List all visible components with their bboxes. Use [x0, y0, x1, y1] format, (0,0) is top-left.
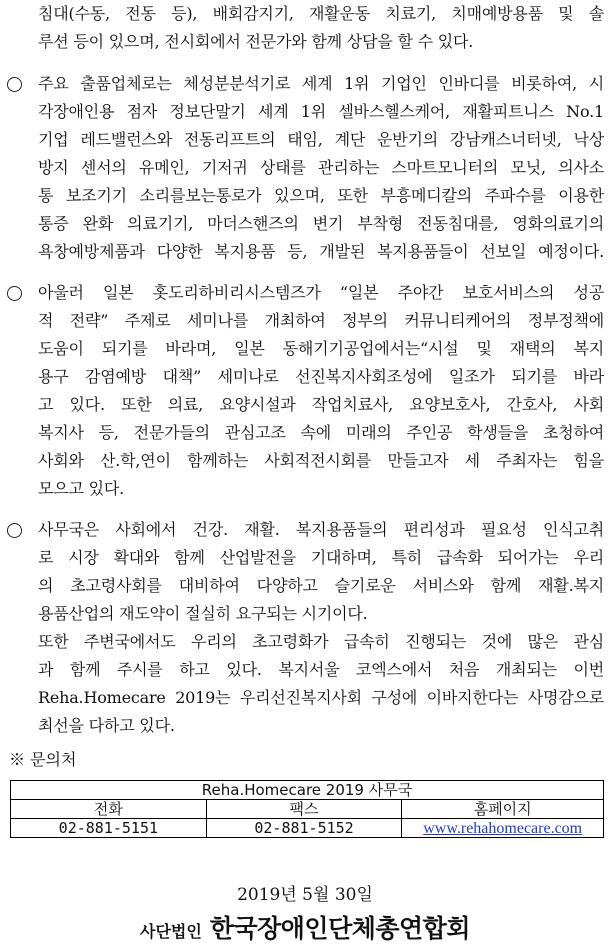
para3-line-1: 사무국은 사회에서 건강. 재활. 복지용품들의 편리성과 필요성 인식고취	[38, 520, 604, 539]
contact-office: Reha.Homecare 2019 사무국	[11, 781, 604, 800]
para1-line-4: 방지 센서의 유메인, 기저귀 상태를 관리하는 스마트모니터의 모닛, 의사소	[38, 158, 604, 177]
org-name: 한국장애인단체총연합회	[209, 914, 470, 943]
para3-line-2: 로 시장 확대와 함께 산업발전을 기대하며, 특히 급속화 되어가는 우리	[38, 548, 604, 567]
bullet-circle-icon	[7, 523, 22, 538]
contact-label: ※ 문의처	[9, 750, 77, 769]
bullet-circle-icon	[7, 77, 22, 92]
intro-line-2: 루션 등이 있으며, 전시회에서 전문가와 함께 상담을 할 수 있다.	[38, 32, 474, 51]
para2-line-1: 아울러 일본 홋도리하비리시스템즈가 “일본 주야간 보호서비스의 성공	[38, 283, 604, 302]
para3-line-3: 의 초고령사회를 대비하여 다양하고 슬기로운 서비스와 함께 재활.복지	[38, 576, 604, 595]
contact-header-fax: 팩스	[206, 800, 402, 819]
para3-line-4: 용품산업의 재도약이 절실히 요구되는 시기이다.	[38, 604, 368, 623]
bullet-circle-icon	[7, 286, 22, 301]
homepage-link[interactable]: www.rehahomecare.com	[423, 819, 583, 837]
org-prefix: 사단법인	[140, 922, 202, 941]
para1-line-5: 통 보조기기 소리를보는통로가 있으며, 또한 부흥메디칼의 주파수를 이용한	[38, 186, 604, 205]
intro-line-1: 침대(수동, 전동 등), 배회감지기, 재활운동 치료기, 치매예방용품 및 솔	[38, 4, 604, 23]
document-date: 2019년 5월 30일	[237, 885, 373, 905]
contact-header-phone: 전화	[11, 800, 207, 819]
para2-line-8: 모으고 있다.	[38, 479, 125, 498]
contact-phone: 02-881-5151	[11, 819, 207, 838]
contact-homepage-cell	[402, 819, 604, 838]
para1-line-6: 통증 완화 의료기기, 마더스핸즈의 변기 부착형 전동침대를, 영화의료기의	[38, 214, 604, 233]
para1-line-3: 기업 레드밸런스와 전동리프트의 태임, 계단 운반기의 강남캐스너터넷, 낙상	[38, 130, 604, 149]
para3-line-5: 또한 주변국에서도 우리의 초고령화가 급속히 진행되는 것에 많은 관심	[38, 632, 604, 651]
para1-line-7: 욕창예방제품과 다양한 복지용품 등, 개발된 복지용품들이 선보일 예정이다.	[38, 242, 604, 261]
contact-table	[10, 780, 604, 838]
contact-fax: 02-881-5152	[206, 819, 402, 838]
para3-line-7: Reha.Homecare 2019는 우리선진복지사회 구성에 이바지한다는 사명감으로	[38, 688, 604, 707]
para3-line-8: 최선을 다하고 있다.	[38, 716, 175, 735]
para1-line-2: 각장애인용 점자 정보단말기 세계 1위 셀바스헬스케어, 재활피트니스 No.1	[38, 102, 604, 121]
para2-line-4: 용구 감염예방 대책” 세미나로 선진복지사회조성에 일조가 되기를 바라	[38, 367, 604, 386]
para3-line-6: 과 함께 주시를 하고 있다. 복지서울 코엑스에서 처음 개최되는 이번	[38, 660, 604, 679]
para2-line-6: 복지사 등, 전문가들의 관심고조 속에 미래의 주인공 학생들을 초청하여	[38, 423, 604, 442]
para2-line-3: 도움이 되기를 바라며, 일본 동해기기공업에서는“시설 및 재택의 복지	[38, 339, 604, 358]
para2-line-2: 적 전략” 주제로 세미나를 개최하여 정부의 커뮤니티케어의 정부정책에	[38, 311, 604, 330]
organization-signature	[0, 909, 610, 945]
para2-line-7: 사회와 산.학,연이 함께하는 사회적전시회를 만들고자 세 주최자는 힘을	[38, 451, 604, 470]
contact-header-homepage: 홈페이지	[402, 800, 604, 819]
para1-line-1: 주요 출품업체로는 체성분분석기로 세계 1위 기업인 인바디를 비롯하여, 시	[38, 74, 604, 93]
para2-line-5: 고 있다. 또한 의료, 요양시설과 작업치료사, 요양보호사, 간호사, 사회	[38, 395, 604, 414]
